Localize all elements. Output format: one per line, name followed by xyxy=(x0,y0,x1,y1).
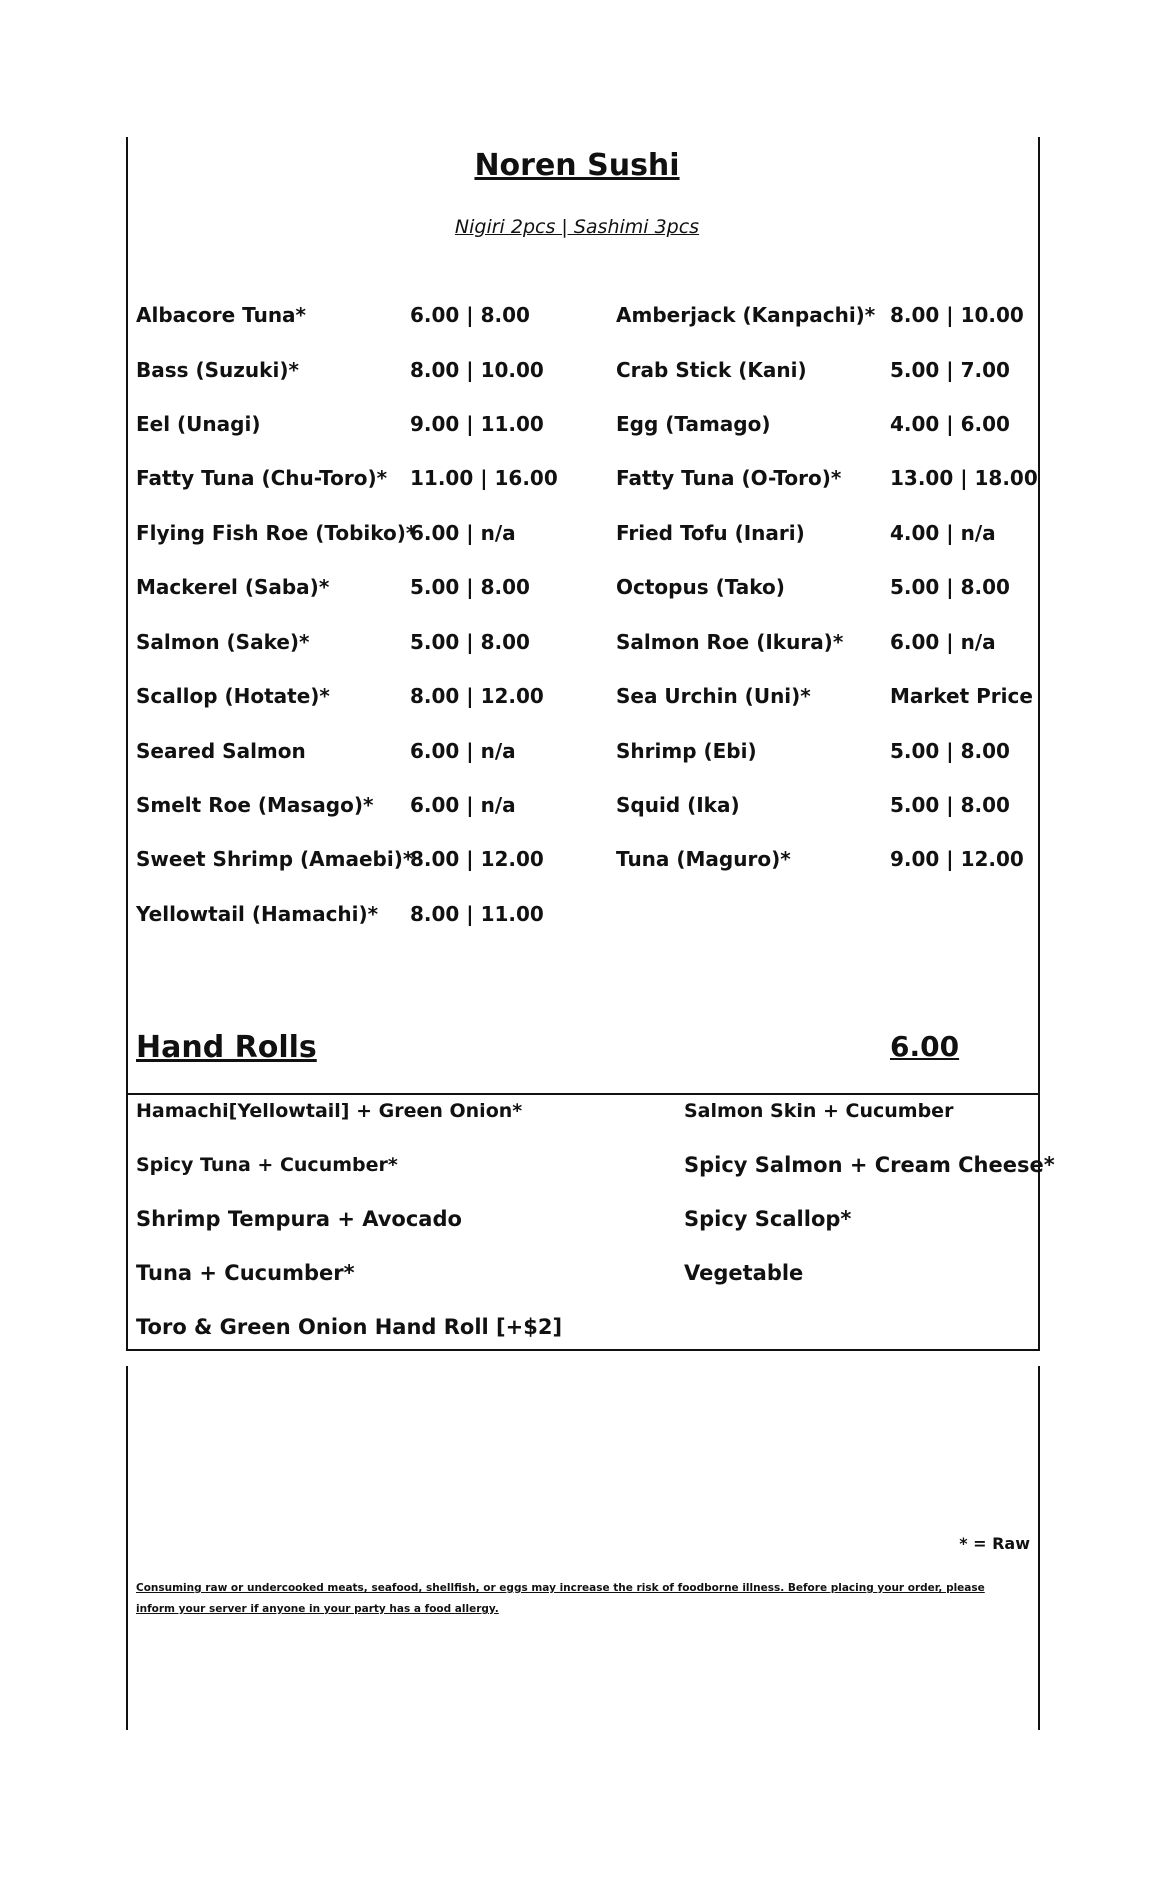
item-name: Fatty Tuna (Chu-Toro)* xyxy=(136,466,388,490)
item-name: Tuna (Maguro)* xyxy=(616,847,791,871)
hand-roll-item: Tuna + Cucumber* xyxy=(136,1261,355,1285)
hand-roll-item: Salmon Skin + Cucumber xyxy=(684,1100,954,1122)
frame-right-line-bottom xyxy=(1038,1366,1040,1730)
item-name: Crab Stick (Kani) xyxy=(616,358,807,382)
item-name: Bass (Suzuki)* xyxy=(136,358,299,382)
frame-left-line-top xyxy=(126,137,128,1351)
item-price: 8.00 | 12.00 xyxy=(410,684,544,708)
item-name: Flying Fish Roe (Tobiko)* xyxy=(136,521,417,545)
item-name: Scallop (Hotate)* xyxy=(136,684,330,708)
hand-roll-item: Spicy Tuna + Cucumber* xyxy=(136,1154,398,1176)
item-price: 4.00 | n/a xyxy=(890,521,996,545)
item-price: 5.00 | 8.00 xyxy=(890,739,1010,763)
item-price: 8.00 | 10.00 xyxy=(410,358,544,382)
item-name: Amberjack (Kanpachi)* xyxy=(616,303,876,327)
item-price: 4.00 | 6.00 xyxy=(890,412,1010,436)
item-price: 5.00 | 8.00 xyxy=(890,575,1010,599)
item-name: Shrimp (Ebi) xyxy=(616,739,757,763)
item-name: Sweet Shrimp (Amaebi)* xyxy=(136,847,414,871)
item-name: Smelt Roe (Masago)* xyxy=(136,793,374,817)
menu-title: Noren Sushi xyxy=(474,148,680,183)
item-price: 6.00 | n/a xyxy=(890,630,996,654)
menu-subtitle: Nigiri 2pcs | Sashimi 3pcs xyxy=(454,216,700,238)
frame-left-line-bottom xyxy=(126,1366,128,1730)
item-name: Eel (Unagi) xyxy=(136,412,261,436)
hand-roll-item: Toro & Green Onion Hand Roll [+$2] xyxy=(136,1315,563,1339)
hand-rolls-price: 6.00 xyxy=(890,1030,960,1063)
item-price: Market Price xyxy=(890,684,1033,708)
item-price: 5.00 | 8.00 xyxy=(410,630,530,654)
item-price: 8.00 | 10.00 xyxy=(890,303,1024,327)
item-name: Octopus (Tako) xyxy=(616,575,785,599)
hand-roll-item: Spicy Scallop* xyxy=(684,1207,852,1231)
item-name: Egg (Tamago) xyxy=(616,412,771,436)
item-name: Fried Tofu (Inari) xyxy=(616,521,805,545)
item-name: Salmon (Sake)* xyxy=(136,630,310,654)
item-price: 6.00 | n/a xyxy=(410,793,516,817)
hand-roll-item: Hamachi[Yellowtail] + Green Onion* xyxy=(136,1100,523,1122)
item-price: 8.00 | 12.00 xyxy=(410,847,544,871)
item-name: Albacore Tuna* xyxy=(136,303,307,327)
item-price: 13.00 | 18.00 xyxy=(890,466,1038,490)
item-name: Salmon Roe (Ikura)* xyxy=(616,630,844,654)
hand-rolls-bottom-border xyxy=(126,1349,1040,1351)
item-price: 11.00 | 16.00 xyxy=(410,466,558,490)
item-name: Seared Salmon xyxy=(136,739,306,763)
item-price: 6.00 | n/a xyxy=(410,521,516,545)
hand-rolls-heading: Hand Rolls xyxy=(136,1030,317,1065)
item-name: Mackerel (Saba)* xyxy=(136,575,330,599)
item-price: 6.00 | n/a xyxy=(410,739,516,763)
item-name: Sea Urchin (Uni)* xyxy=(616,684,811,708)
hand-roll-item: Vegetable xyxy=(684,1261,804,1285)
item-price: 5.00 | 8.00 xyxy=(410,575,530,599)
food-safety-disclaimer: Consuming raw or undercooked meats, seafood, shellfish, or eggs may increase the risk of foodborne illness. Before placing your order, please inform your server if anyone in your party has a food allergy. xyxy=(136,1582,985,1615)
hand-rolls-top-border xyxy=(126,1093,1040,1095)
item-name: Fatty Tuna (O-Toro)* xyxy=(616,466,842,490)
raw-legend: * = Raw xyxy=(959,1534,1030,1553)
item-price: 5.00 | 8.00 xyxy=(890,793,1010,817)
hand-roll-item: Shrimp Tempura + Avocado xyxy=(136,1207,462,1231)
item-price: 9.00 | 12.00 xyxy=(890,847,1024,871)
item-name: Squid (Ika) xyxy=(616,793,740,817)
hand-roll-item: Spicy Salmon + Cream Cheese* xyxy=(684,1153,1055,1177)
item-price: 6.00 | 8.00 xyxy=(410,303,530,327)
item-name: Yellowtail (Hamachi)* xyxy=(136,902,379,926)
item-price: 5.00 | 7.00 xyxy=(890,358,1010,382)
item-price: 8.00 | 11.00 xyxy=(410,902,544,926)
item-price: 9.00 | 11.00 xyxy=(410,412,544,436)
